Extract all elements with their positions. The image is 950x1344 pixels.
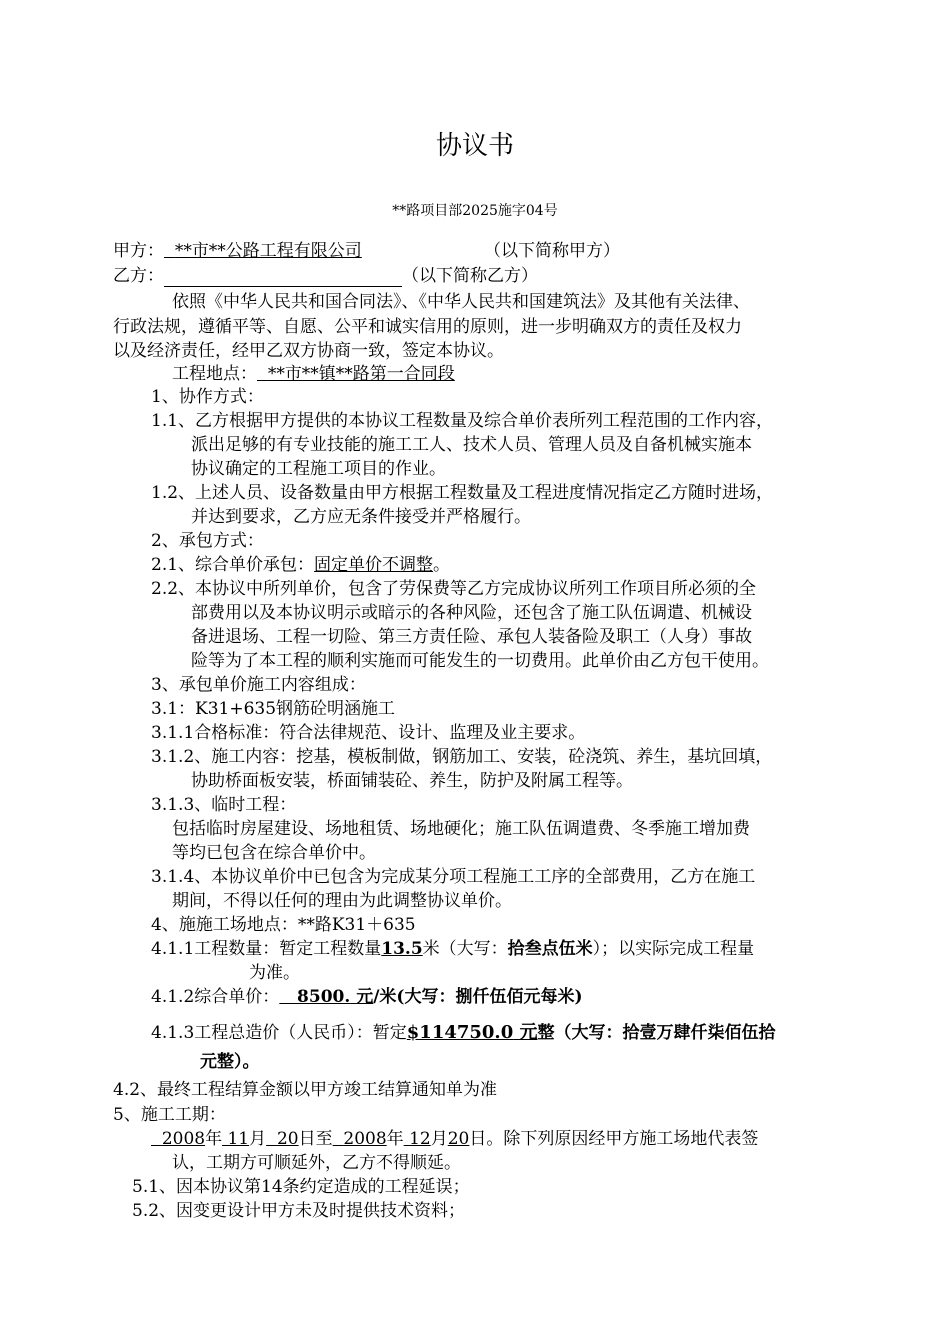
start-day: 20	[276, 1129, 299, 1149]
period-line-2: 认，工期方可顺延外，乙方不得顺延。	[172, 1153, 461, 1173]
clause-2-2-line-2: 部费用以及本协议明示或暗示的各种风险，还包含了施工队伍调遣、机械设	[191, 603, 752, 623]
quantity-words: 拾叁点伍米	[507, 939, 593, 959]
total-price-value: $114750.0 元	[406, 1022, 538, 1043]
clause-1-1-line-1: 1.1、乙方根据甲方提供的本协议工程数量及综合单价表所列工程范围的工作内容，	[151, 411, 774, 431]
clause-4-1-1-line-2: 为准。	[249, 963, 300, 983]
clause-2-1-value: 固定单价不调整	[314, 555, 434, 575]
clause-4-1-1-line-1: 4.1.1工程数量：暂定工程数量13.5米（大写：拾叁点伍米）；以实际完成工程量	[151, 939, 755, 959]
clause-1-1-line-3: 协议确定的工程施工项目的作业。	[191, 459, 446, 479]
clause-2-2-line-1: 2.2、本协议中所列单价，包含了劳保费等乙方完成协议所列工作项目所必须的全	[151, 579, 757, 599]
clause-3-1-3-line-2: 等均已包含在综合单价中。	[172, 843, 376, 863]
preamble-line-1: 依照《中华人民共和国合同法》、《中华人民共和国建筑法》及其他有关法律、	[172, 292, 750, 312]
clause-2-1: 2.1、综合单价承包：固定单价不调整。	[151, 555, 451, 575]
document-title: 协议书	[435, 131, 514, 161]
clause-3-1-1: 3.1.1合格标准：符合法律规范、设计、监理及业主要求。	[151, 723, 586, 743]
clause-2-2-line-3: 备进退场、工程一切险、第三方责任险、承包人装备险及职工（人身）事故	[191, 627, 752, 647]
preamble-line-3: 以及经济责任，经甲乙双方协商一致，签定本协议。	[113, 341, 504, 361]
clause-3-1-4-line-1: 3.1.4、本协议单价中已包含为完成某分项工程施工工序的全部费用，乙方在施工	[151, 867, 756, 887]
party-a-suffix: （以下简称甲方）	[484, 241, 620, 261]
party-a-label: 甲方：	[113, 241, 164, 261]
clause-3-1-3-heading: 3.1.3、临时工程：	[151, 795, 297, 815]
clause-3-1-4-line-2: 期间，不得以任何的理由为此调整协议单价。	[172, 891, 512, 911]
clause-4-1-3-line-1: 4.1.3工程总造价（人民币）：暂定$114750.0 元整（大写：拾壹万肆仟柒佰伍拾	[151, 1022, 776, 1043]
party-b-label: 乙方：	[113, 266, 164, 286]
section-5-heading: 5、施工工期：	[113, 1105, 226, 1125]
clause-1-1-line-2: 派出足够的有专业技能的施工工人、技术人员、管理人员及自备机械实施本	[191, 435, 752, 455]
clause-2-2-line-4: 险等为了本工程的顺利实施而可能发生的一切费用。此单价由乙方包干使用。	[191, 651, 769, 671]
start-month: 11	[227, 1129, 250, 1149]
site-value: **市**镇**路第一合同段	[267, 364, 455, 384]
clause-4-1-2: 4.1.2综合单价： 8500. 元/米(大写：捌仟伍佰元每米)	[151, 987, 583, 1007]
clause-3-1-2-line-1: 3.1.2、施工内容：挖基，模板制做，钢筋加工、安装，砼浇筑、养生，基坑回填，	[151, 747, 773, 767]
unit-price-value: 8500. 元	[297, 987, 374, 1007]
section-2-heading: 2、承包方式：	[151, 531, 264, 551]
party-a-name: **市**公路工程有限公司	[174, 241, 362, 261]
section-4-heading: 4、施施工场地点：**路K31＋635	[151, 915, 416, 935]
party-b-line	[113, 265, 538, 287]
clause-5-2: 5.2、因变更设计甲方未及时提供技术资料；	[132, 1201, 466, 1221]
clause-4-2: 4.2、最终工程结算金额以甲方竣工结算通知单为准	[113, 1080, 498, 1100]
section-3-heading: 3、承包单价施工内容组成：	[151, 675, 366, 695]
party-a-line	[113, 240, 620, 262]
total-price-words: 整（大写：拾壹万肆仟柒佰伍拾	[537, 1023, 776, 1043]
document-number: **路项目部2025施字04号	[392, 203, 558, 219]
site-line	[172, 363, 455, 385]
start-year: 2008	[161, 1129, 206, 1149]
site-label: 工程地点：	[172, 364, 257, 384]
clause-5-1: 5.1、因本协议第14条约定造成的工程延误；	[132, 1177, 470, 1197]
quantity-value: 13.5	[381, 939, 423, 959]
clause-4-1-3-line-2: 元整）。	[200, 1052, 260, 1072]
clause-3-1-3-line-1: 包括临时房屋建设、场地租赁、场地硬化；施工队伍调遣费、冬季施工增加费	[172, 819, 750, 839]
clause-3-1: 3.1：K31+635钢筋砼明涵施工	[151, 699, 396, 719]
end-day: 20	[447, 1129, 470, 1149]
period-line-1: 2008年 11月 20日至 2008年 12月20日。除下列原因经甲方施工场地代表签	[151, 1128, 758, 1150]
clause-1-2-line-1: 1.2、上述人员、设备数量由甲方根据工程数量及工程进度情况指定乙方随时进场，	[151, 483, 774, 503]
end-month: 12	[409, 1129, 431, 1149]
party-b-suffix: （以下简称乙方）	[402, 266, 538, 286]
party-b-blank	[164, 268, 402, 287]
preamble-line-2: 行政法规，遵循平等、自愿、公平和诚实信用的原则，进一步明确双方的责任及权力	[113, 317, 742, 337]
section-1-heading: 1、协作方式：	[151, 387, 264, 407]
end-year: 2008	[343, 1129, 387, 1149]
clause-1-2-line-2: 并达到要求，乙方应无条件接受并严格履行。	[191, 507, 531, 527]
clause-3-1-2-line-2: 协助桥面板安装，桥面铺装砼、养生，防护及附属工程等。	[191, 771, 633, 791]
unit-price-words: 捌仟伍佰元每米)	[455, 987, 583, 1007]
